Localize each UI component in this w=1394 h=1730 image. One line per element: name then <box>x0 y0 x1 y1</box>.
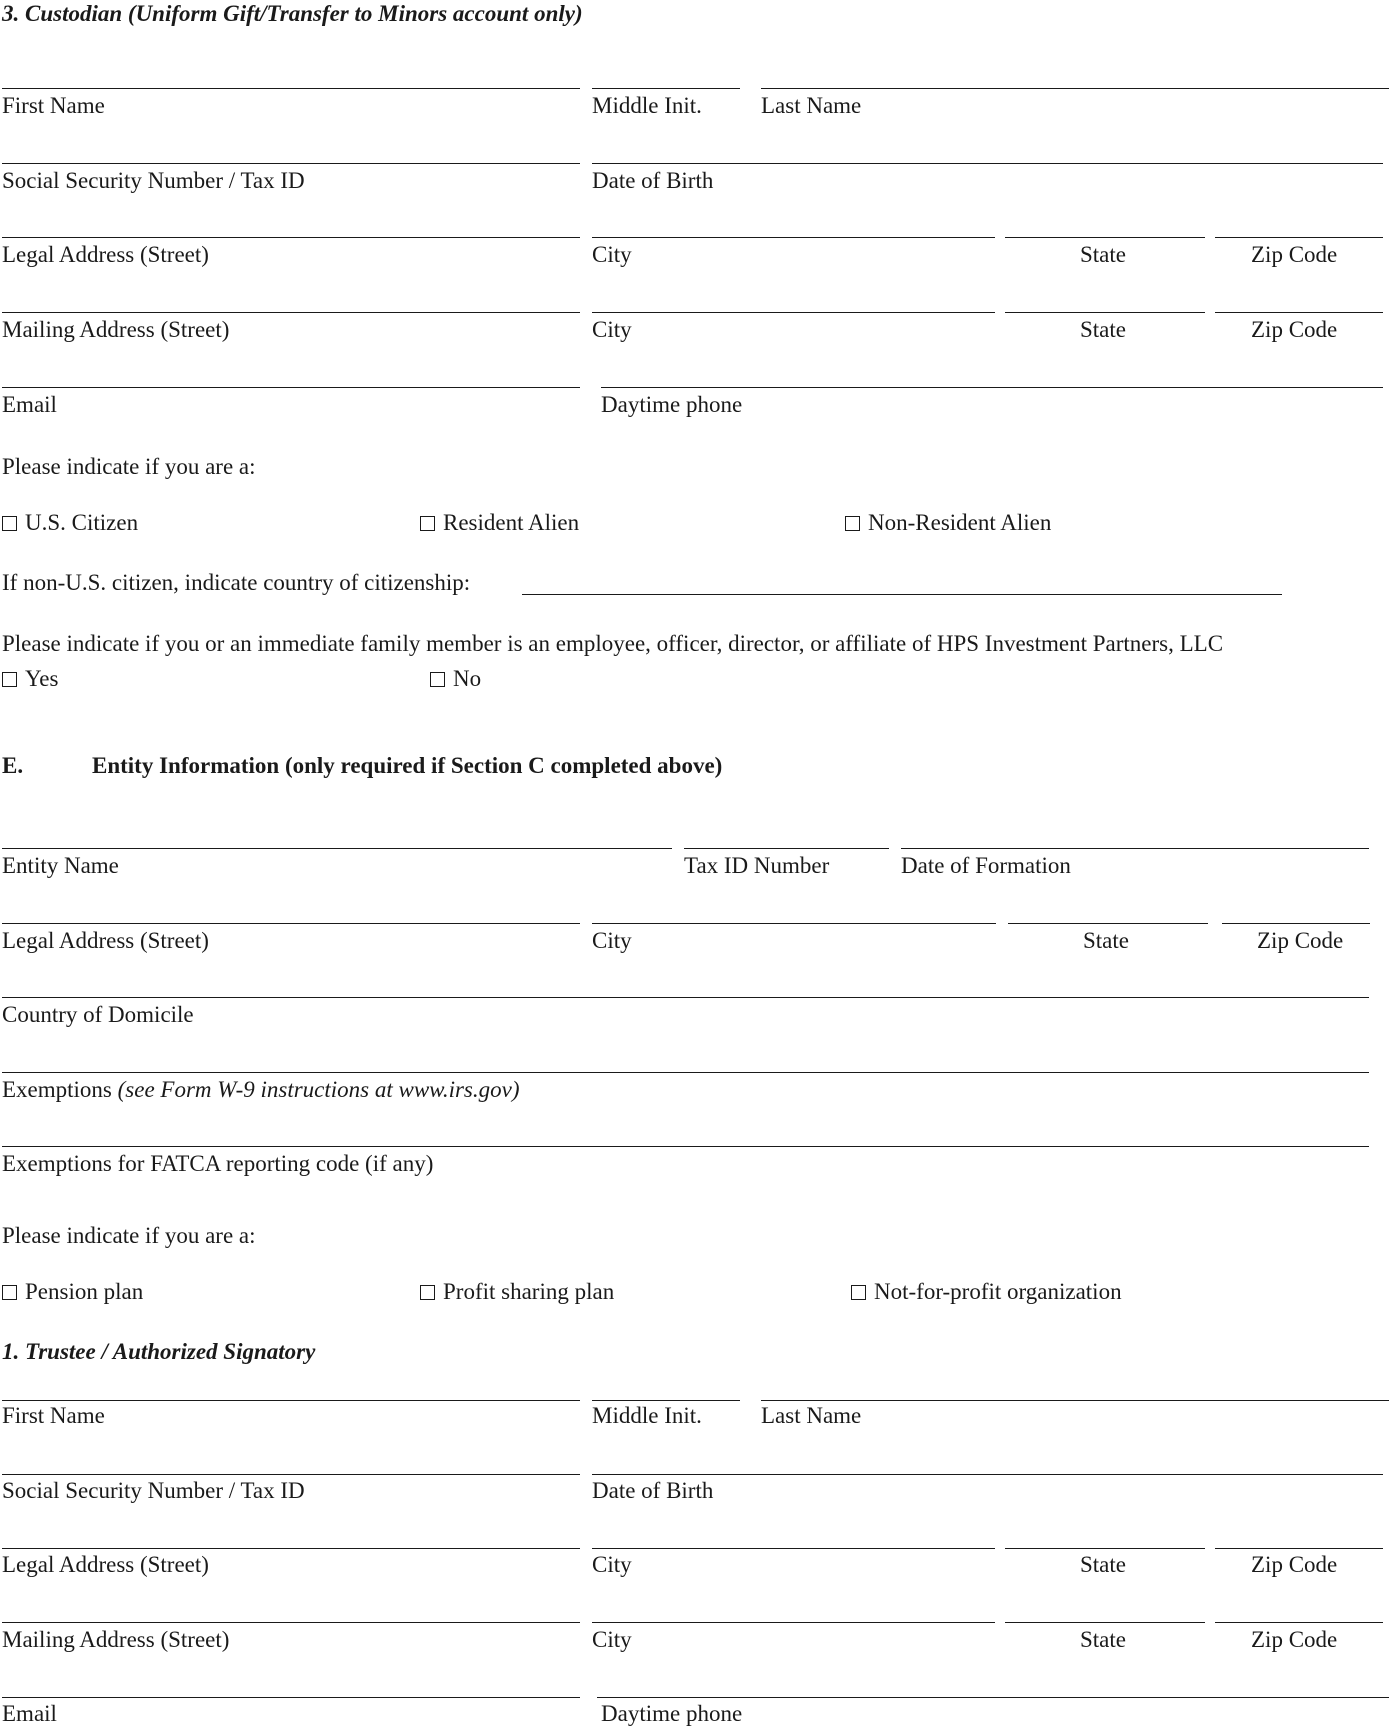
custodian-us-citizen-option[interactable] <box>2 509 138 537</box>
custodian-middle-init-field[interactable] <box>592 88 740 89</box>
trustee-legal-zip-label: Zip Code <box>1251 1552 1338 1577</box>
checkbox-icon[interactable] <box>2 672 17 687</box>
trustee-mailing-city-label: City <box>592 1627 632 1652</box>
checkbox-icon[interactable] <box>420 516 435 531</box>
trustee-legal-city-label: City <box>592 1552 632 1577</box>
exemptions-text: Exemptions <box>2 1077 112 1102</box>
custodian-affiliate-yes-option[interactable] <box>2 665 58 693</box>
entity-name-field[interactable] <box>2 848 672 849</box>
trustee-legal-street-label: Legal Address (Street) <box>2 1552 209 1577</box>
custodian-affiliate-no-option[interactable] <box>430 665 481 693</box>
trustee-mailing-state-label: State <box>1080 1627 1126 1652</box>
trustee-mailing-street-field[interactable] <box>2 1622 580 1623</box>
checkbox-icon[interactable] <box>420 1285 435 1300</box>
entity-state-field[interactable] <box>1008 923 1208 924</box>
trustee-phone-label: Daytime phone <box>601 1701 743 1726</box>
custodian-heading: 3. Custodian (Uniform Gift/Transfer to Minors account only) <box>2 1 583 26</box>
trustee-legal-state-field[interactable] <box>1005 1548 1205 1549</box>
custodian-citizenship-field[interactable] <box>522 594 1282 595</box>
custodian-citizenship-label: If non-U.S. citizen, indicate country of citizenship: <box>2 570 471 595</box>
trustee-heading: 1. Trustee / Authorized Signatory <box>2 1339 316 1364</box>
custodian-first-name-label: First Name <box>2 93 105 118</box>
custodian-affiliate-question: Please indicate if you or an immediate family member is an employee, officer, director, or affiliate of HPS Investment Partners, LLC <box>2 631 1224 656</box>
entity-state-label: State <box>1083 928 1129 953</box>
pension-label: Pension plan <box>25 1279 144 1304</box>
trustee-mailing-zip-label: Zip Code <box>1251 1627 1338 1652</box>
checkbox-icon[interactable] <box>2 516 17 531</box>
non-resident-alien-label: Non-Resident Alien <box>868 510 1052 535</box>
entity-tax-id-field[interactable] <box>684 848 889 849</box>
custodian-middle-init-label: Middle Init. <box>592 93 702 118</box>
us-citizen-label: U.S. Citizen <box>25 510 139 535</box>
checkbox-icon[interactable] <box>851 1285 866 1300</box>
entity-name-label: Entity Name <box>2 853 119 878</box>
custodian-dob-field[interactable] <box>592 163 1383 164</box>
resident-alien-label: Resident Alien <box>443 510 580 535</box>
custodian-phone-label: Daytime phone <box>601 392 743 417</box>
entity-profit-sharing-option[interactable] <box>420 1278 614 1306</box>
custodian-non-resident-alien-option[interactable] <box>845 509 1051 537</box>
entity-fatca-field[interactable] <box>2 1146 1369 1147</box>
profit-sharing-label: Profit sharing plan <box>443 1279 615 1304</box>
trustee-legal-city-field[interactable] <box>592 1548 995 1549</box>
no-label: No <box>453 666 482 691</box>
checkbox-icon[interactable] <box>430 672 445 687</box>
custodian-indicate-label: Please indicate if you are a: <box>2 454 256 479</box>
entity-pension-option[interactable] <box>2 1278 143 1306</box>
entity-date-formation-label: Date of Formation <box>901 853 1071 878</box>
trustee-mailing-street-label: Mailing Address (Street) <box>2 1627 230 1652</box>
entity-not-for-profit-option[interactable] <box>851 1278 1122 1306</box>
trustee-email-field[interactable] <box>2 1697 580 1698</box>
entity-country-label: Country of Domicile <box>2 1002 194 1027</box>
custodian-legal-city-field[interactable] <box>592 237 995 238</box>
trustee-last-name-label: Last Name <box>761 1403 862 1428</box>
custodian-ssn-field[interactable] <box>2 163 580 164</box>
custodian-first-name-field[interactable] <box>2 88 580 89</box>
entity-tax-id-label: Tax ID Number <box>684 853 830 878</box>
entity-heading: Entity Information (only required if Section C completed above) <box>92 753 723 778</box>
trustee-first-name-field[interactable] <box>2 1400 580 1401</box>
entity-indicate-label: Please indicate if you are a: <box>2 1223 256 1248</box>
entity-country-field[interactable] <box>2 997 1369 998</box>
custodian-mailing-city-field[interactable] <box>592 312 995 313</box>
trustee-last-name-field[interactable] <box>761 1400 1389 1401</box>
entity-exemptions-label <box>2 1076 519 1104</box>
trustee-email-label: Email <box>2 1701 57 1726</box>
custodian-legal-zip-field[interactable] <box>1215 237 1383 238</box>
trustee-legal-street-field[interactable] <box>2 1548 580 1549</box>
trustee-dob-field[interactable] <box>592 1474 1383 1475</box>
entity-city-field[interactable] <box>592 923 996 924</box>
custodian-legal-state-label: State <box>1080 242 1126 267</box>
entity-exemptions-field[interactable] <box>2 1072 1369 1073</box>
trustee-mailing-city-field[interactable] <box>592 1622 995 1623</box>
trustee-middle-init-label: Middle Init. <box>592 1403 702 1428</box>
custodian-mailing-zip-field[interactable] <box>1215 312 1383 313</box>
checkbox-icon[interactable] <box>2 1285 17 1300</box>
custodian-email-field[interactable] <box>2 387 580 388</box>
trustee-first-name-label: First Name <box>2 1403 105 1428</box>
custodian-mailing-zip-label: Zip Code <box>1251 317 1338 342</box>
custodian-legal-city-label: City <box>592 242 632 267</box>
trustee-dob-label: Date of Birth <box>592 1478 714 1503</box>
custodian-last-name-field[interactable] <box>761 88 1389 89</box>
custodian-mailing-street-field[interactable] <box>2 312 580 313</box>
exemptions-note: (see Form W-9 instructions at www.irs.gov) <box>117 1077 520 1102</box>
checkbox-icon[interactable] <box>845 516 860 531</box>
custodian-mailing-state-field[interactable] <box>1005 312 1205 313</box>
entity-fatca-label: Exemptions for FATCA reporting code (if any) <box>2 1151 434 1176</box>
trustee-ssn-field[interactable] <box>2 1474 580 1475</box>
trustee-middle-init-field[interactable] <box>592 1400 740 1401</box>
custodian-resident-alien-option[interactable] <box>420 509 579 537</box>
entity-city-label: City <box>592 928 632 953</box>
trustee-ssn-label: Social Security Number / Tax ID <box>2 1478 305 1503</box>
custodian-mailing-street-label: Mailing Address (Street) <box>2 317 230 342</box>
entity-legal-street-label: Legal Address (Street) <box>2 928 209 953</box>
trustee-mailing-state-field[interactable] <box>1005 1622 1205 1623</box>
not-for-profit-label: Not-for-profit organization <box>874 1279 1122 1304</box>
custodian-legal-state-field[interactable] <box>1005 237 1205 238</box>
custodian-dob-label: Date of Birth <box>592 168 714 193</box>
custodian-last-name-label: Last Name <box>761 93 862 118</box>
entity-zip-label: Zip Code <box>1257 928 1344 953</box>
trustee-phone-field[interactable] <box>597 1697 1389 1698</box>
trustee-legal-zip-field[interactable] <box>1215 1548 1383 1549</box>
entity-zip-field[interactable] <box>1222 923 1370 924</box>
custodian-email-label: Email <box>2 392 57 417</box>
entity-section-letter: E. <box>2 753 24 778</box>
custodian-mailing-city-label: City <box>592 317 632 342</box>
custodian-legal-street-field[interactable] <box>2 237 580 238</box>
trustee-mailing-zip-field[interactable] <box>1215 1622 1383 1623</box>
entity-date-formation-field[interactable] <box>901 848 1369 849</box>
custodian-ssn-label: Social Security Number / Tax ID <box>2 168 305 193</box>
yes-label: Yes <box>25 666 59 691</box>
custodian-mailing-state-label: State <box>1080 317 1126 342</box>
custodian-legal-street-label: Legal Address (Street) <box>2 242 209 267</box>
custodian-legal-zip-label: Zip Code <box>1251 242 1338 267</box>
entity-legal-street-field[interactable] <box>2 923 580 924</box>
custodian-phone-field[interactable] <box>601 387 1383 388</box>
trustee-legal-state-label: State <box>1080 1552 1126 1577</box>
